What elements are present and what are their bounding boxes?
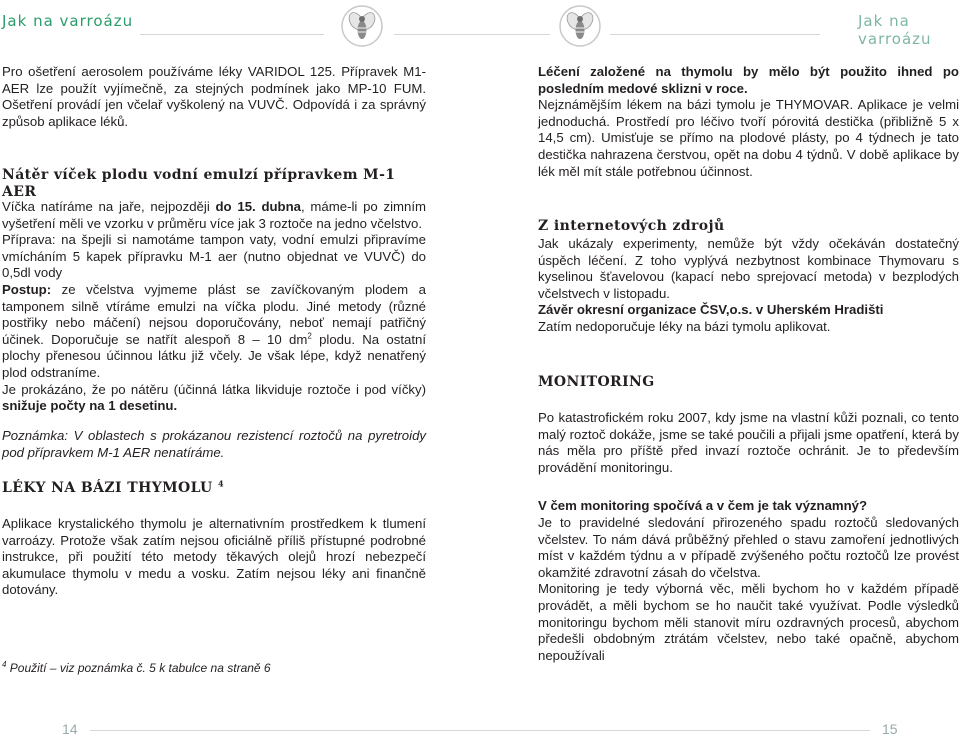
text-span: Víčka natíráme na jaře, nejpozději — [2, 199, 216, 214]
text-span: ze včelstva vyjmeme plást se zavíčkovaným plodem a tamponem silně vtíráme emulzi na víčka plodu. Jiné metody (různé postřiky nebo máčení) nejsou doporučovány, neboť nemají patřičný účinek. Doporučuje se natřít alespoň 8 – 10 dm — [2, 281, 426, 347]
right-column-4 — [538, 515, 959, 664]
paragraph-thymol-timing: Léčení založené na thymolu by mělo být použito ihned po posledním medové sklizni v roce. — [538, 64, 959, 96]
left-header-rule-right — [394, 34, 480, 35]
paragraph-conclusion-title: Závěr okresní organizace ČSV,o.s. v Uherském Hradišti — [538, 302, 884, 318]
footnote — [2, 660, 426, 677]
text-span: plodu. Na ostatní plochy přenesou účinnou látku již včely. Je však lépe, když nenatřený plod odstraníme. — [2, 331, 427, 380]
paragraph-aerosol: Pro ošetření aerosolem používáme léky VARIDOL 125. Přípravek M1-AER lze použít vyjímečně, za stejných podmínek jako MP-10 FUM. Ošetření provádí jen včelař vyškolený na VUVČ. Odpovídá i za správný způsob aplikace léků. — [2, 64, 426, 129]
paragraph-thymovar: Nejznámějším lékem na bázi tymolu je THYMOVAR. Aplikace je velmi jednoduchá. Prostředí pro léčivo tvoří pórovitá destička (přibližně 5 x 14,5 cm). Umisťuje se přímo na plodové plásty, po 4 týdnech je tato destička nahrazena čerstvou, opět na dobu 4 týdnů. V době aplikace by lék měl mít stále potřebnou účinnost. — [538, 97, 959, 179]
right-column — [538, 64, 959, 180]
left-column-2 — [2, 199, 426, 415]
note-text: Poznámka: V oblastech s prokázanou rezistencí roztočů na pyretroidy pod přípravkem M-1 AER nenatíráme. — [2, 428, 426, 460]
paragraph-proven — [2, 382, 426, 415]
footer-rule-left — [90, 730, 480, 731]
heading-internet-sources: Z internetových zdrojů — [538, 218, 725, 234]
heading-monitoring-question: V čem monitoring spočívá a v čem je tak významný? — [538, 498, 868, 513]
right-header-rule — [610, 34, 820, 35]
paragraph-monitoring-use: Monitoring je tedy výborná věc, měli bychom ho v každém případě provádět, a měli bychom se ho naučit také využívat. Podle výsledků monitoringu bychom měli stanovit míru ozdravných procesů, abychom předešli obdobným ztrátám včelstev, nebo také opačně, abychom nepoužívali — [538, 581, 959, 663]
paragraph-2007: Po katastrofickém roku 2007, kdy jsme na vlastní kůži poznali, co tento malý roztoč dokáže, jsme se také poučili a přijali jsme opatření, která by nás měla pro příště před invazí roztoče ochránit. Je to především provádění monitoringu. — [538, 410, 959, 475]
paragraph-spring — [2, 199, 426, 232]
text-span: Je prokázáno, že po nátěru (účinná látka likviduje roztoče i pod víčky) — [2, 381, 426, 397]
page-number-left: 14 — [62, 721, 78, 737]
footer-rule-right — [480, 730, 870, 731]
page-number-right: 15 — [882, 721, 898, 737]
text-span: , máme-li po zimním vyšetření měli ve vzorku v průměru více jak 3 roztoče na jedno včelstvo. — [2, 199, 426, 231]
heading-text: LÉKY NA BÁZI THYMOLU — [2, 480, 213, 496]
note-resistance — [2, 428, 426, 461]
superscript: 4 — [2, 660, 7, 669]
heading-thymol — [2, 480, 426, 497]
right-page — [480, 0, 960, 737]
right-header-title: Jak na varroázu — [858, 12, 932, 48]
deadline-date: do 15. dubna — [215, 199, 302, 214]
left-column — [2, 64, 426, 130]
heading-coating: Nátěr víček plodu vodní emulzí přípravkem M-1 AER — [2, 167, 396, 200]
paragraph-procedure — [2, 282, 426, 382]
paragraph-conclusion: Zatím nedoporučuje léky na bázi tymolu aplikovat. — [538, 318, 831, 334]
bee-emblem-icon — [340, 4, 384, 48]
paragraph-observation: Je to pravidelné sledování přirozeného spadu roztočů sledovaných včelstev. To nám dává průběžný přehled o stavu zamoření jednotlivých míst v každém týdnu a v případě zvýšeného počtu roztočů lze provést okamžité zdravotní zásah do včelstva. — [538, 515, 959, 580]
bee-emblem-icon — [558, 4, 602, 48]
left-header-title: Jak na varroázu — [2, 12, 134, 30]
right-header-rule-left — [480, 34, 550, 35]
left-header-rule — [140, 34, 324, 35]
paragraph-thymol: Aplikace krystalického thymolu je alternativním prostředkem k tlumení varroázy. Protože však zatím nejsou oficiálně příliš přístupné podrobné instrukce, při použití této metody těkavých olejů hrozí nebezpečí akumulace thymolu v medu a vosku. Zatím nejsou léky ani finančně dotovány. — [2, 516, 426, 598]
procedure-label: Postup: — [2, 281, 52, 297]
superscript: 4 — [217, 478, 224, 489]
right-column-3 — [538, 410, 959, 476]
right-column-2 — [538, 236, 959, 336]
heading-monitoring: MONITORING — [538, 374, 655, 390]
emphasis-result: snižuje počty na 1 desetinu. — [2, 398, 178, 414]
superscript: 2 — [307, 331, 312, 341]
left-column-3 — [2, 516, 426, 599]
paragraph-experiments: Jak ukázaly experimenty, nemůže být vždy očekáván dostatečný úspěch léčení. Z toho vyplývá nezbytnost kombinace Thymovaru s kyselinou šťavelovou (kapací nebo sprejovací metoda) v bezplodých včelstvech v listopadu. — [538, 236, 959, 301]
paragraph-preparation: Příprava: na špejli si namotáme tampon vaty, vodní emulzi připravíme vmícháním 5 kapek přípravku M-1 aer (nutno objednat ve VUVČ) do 0,5dl vody — [2, 232, 426, 281]
footnote-text: Použití – viz poznámka č. 5 k tabulce na straně 6 — [6, 661, 271, 675]
